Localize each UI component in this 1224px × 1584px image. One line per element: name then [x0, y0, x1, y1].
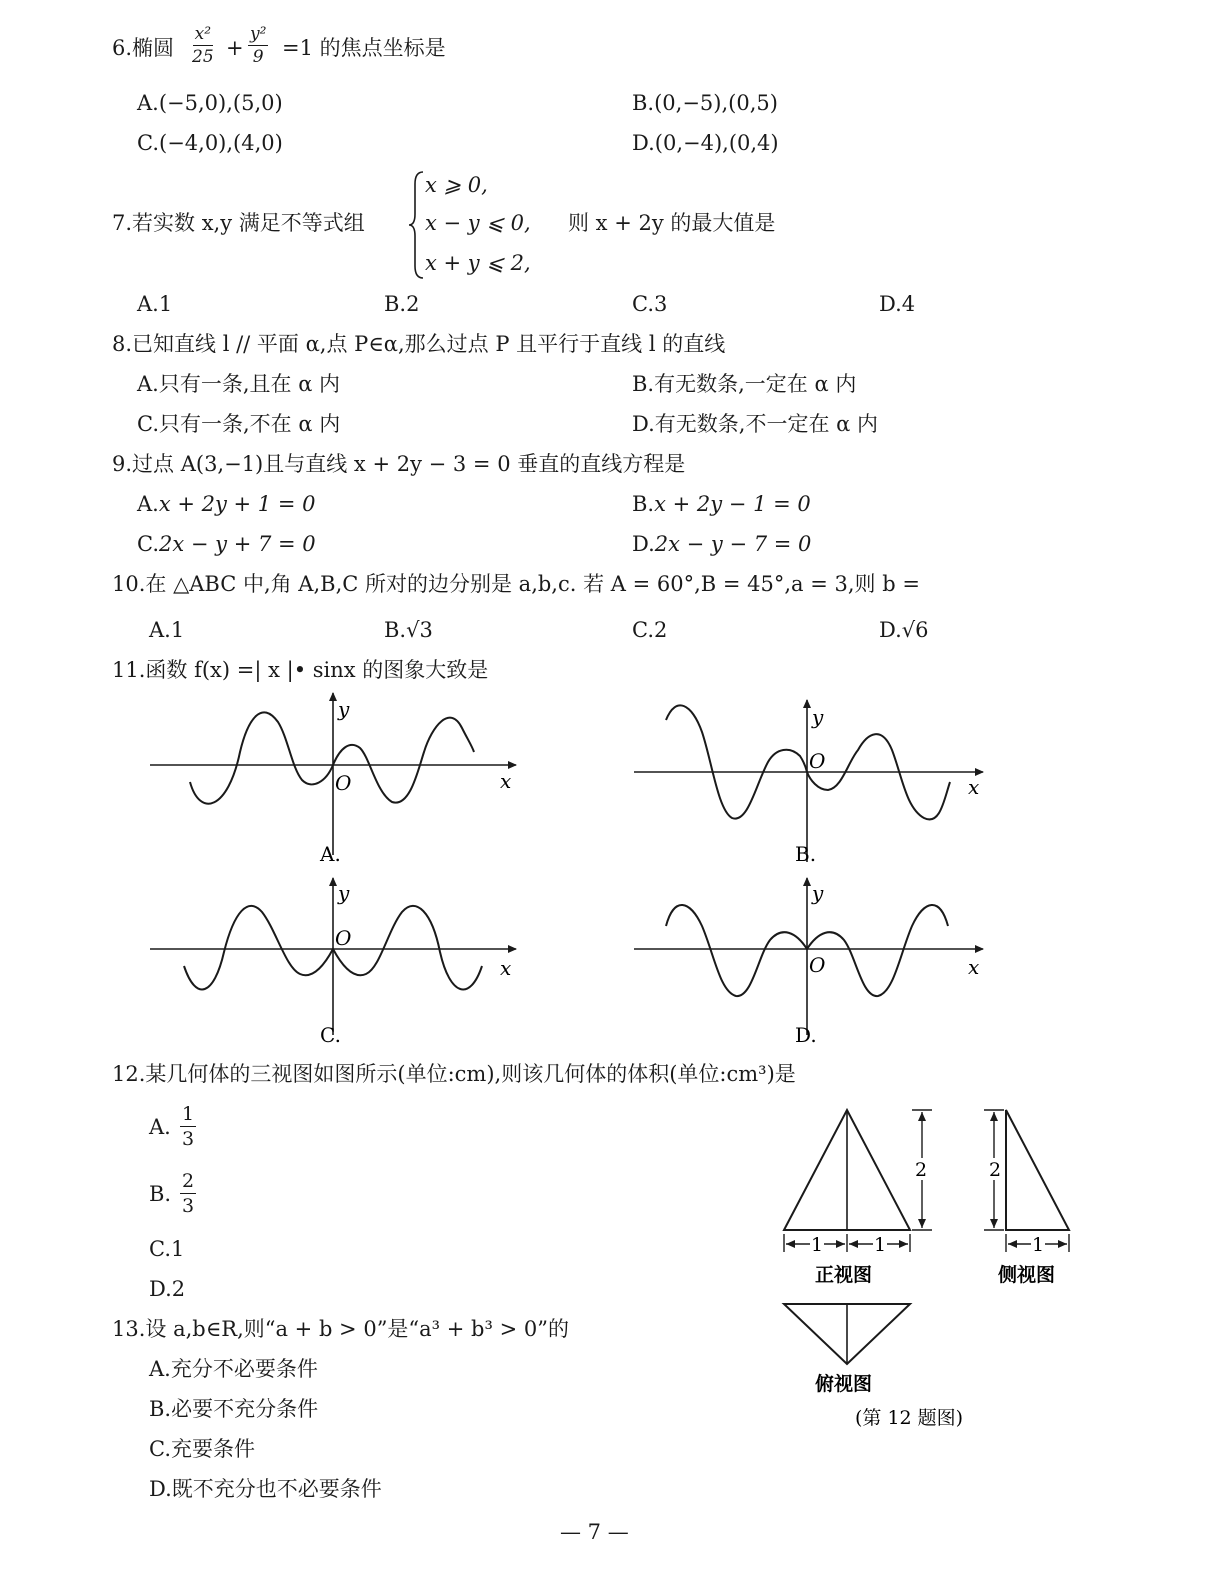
q7-system-line-1: x ⩾ 0, [425, 173, 488, 197]
top-view [784, 1304, 910, 1395]
q8-stem: 8.已知直线 l // 平面 α,点 P∈α,那么过点 P 且平行于直线 l 的直线 [112, 332, 726, 356]
figure-caption: (第 12 题图) [855, 1407, 964, 1429]
q11-stem: 11.函数 f(x) =| x |• sinx 的图象大致是 [112, 658, 489, 682]
q12-option-b-fraction[interactable]: $\frac{2}{3}$ [182, 1170, 195, 1217]
front-view-label: 正视图 [815, 1264, 873, 1286]
q7-option-d[interactable]: D.4 [879, 292, 916, 316]
q7-option-b[interactable]: B.2 [384, 292, 420, 316]
q13-stem: 13.设 a,b∈R,则“a + b > 0”是“a³ + b³ > 0”的 [112, 1317, 569, 1341]
graph-b-x-label: x [968, 775, 980, 799]
top-view-label: 俯视图 [815, 1373, 873, 1395]
page-number: — 7 — [560, 1520, 629, 1544]
q9-option-b[interactable]: B.x + 2y − 1 = 0 [632, 492, 811, 516]
graph-a-label: A. [320, 842, 341, 866]
front-view-width-dim-left: 1 [811, 1234, 824, 1256]
graph-d-label: D. [795, 1023, 817, 1047]
q12-three-view-figure [760, 1098, 1090, 1438]
graph-c-origin: O [335, 926, 352, 950]
graph-b-origin: O [809, 749, 826, 773]
q12-option-c[interactable]: C.1 [149, 1237, 185, 1261]
q13-option-c[interactable]: C.充要条件 [149, 1437, 255, 1461]
side-view-label: 侧视图 [998, 1264, 1056, 1286]
q12-option-a-label[interactable]: A. [149, 1115, 171, 1139]
q10-stem: 10.在 △ABC 中,角 A,B,C 所对的边分别是 a,b,c. 若 A = 60°,B = 45°,a = 3,则 b = [112, 572, 920, 596]
q6-stem-suffix: =1 的焦点坐标是 [282, 36, 446, 60]
q6-option-b[interactable]: B.(0,−5),(0,5) [632, 91, 778, 115]
q7-option-a[interactable]: A.1 [137, 292, 173, 316]
q7-stem-prefix: 7.若实数 x,y 满足不等式组 [112, 211, 365, 235]
q7-option-c[interactable]: C.3 [632, 292, 668, 316]
q11-graphs [0, 690, 1224, 1050]
graph-c-label: C. [320, 1023, 341, 1047]
q8-option-a[interactable]: A.只有一条,且在 α 内 [137, 372, 341, 396]
side-view [984, 1110, 1069, 1286]
graph-c-x-label: x [500, 956, 512, 980]
graph-b-y-label: y [812, 705, 824, 729]
graph-a-x-label: x [500, 769, 512, 793]
graph-c[interactable] [150, 878, 516, 1047]
graph-b[interactable] [634, 700, 983, 866]
graph-a-y-label: y [338, 697, 350, 721]
q9-option-d[interactable]: D.2x − y − 7 = 0 [632, 532, 812, 556]
q13-option-d[interactable]: D.既不充分也不必要条件 [149, 1477, 382, 1501]
q12-option-a-fraction[interactable]: $\frac{1}{3}$ [182, 1103, 195, 1150]
q10-option-c[interactable]: C.2 [632, 618, 668, 642]
q6-plus: + [226, 36, 244, 60]
q9-stem: 9.过点 A(3,−1)且与直线 x + 2y − 3 = 0 垂直的直线方程是 [112, 452, 686, 476]
q7-stem-suffix: 则 x + 2y 的最大值是 [568, 211, 776, 235]
graph-b-curve [666, 705, 950, 819]
front-view-width-dim-right: 1 [874, 1234, 887, 1256]
q10-option-a[interactable]: A.1 [149, 618, 185, 642]
q6-fraction-2: $\frac{\text{y²}}{9}$ [250, 24, 267, 67]
graph-b-label: B. [795, 842, 817, 866]
q8-option-b[interactable]: B.有无数条,一定在 α 内 [632, 372, 857, 396]
q8-option-d[interactable]: D.有无数条,不一定在 α 内 [632, 412, 878, 436]
graph-d-origin: O [809, 953, 826, 977]
q6-option-c[interactable]: C.(−4,0),(4,0) [137, 131, 283, 155]
side-view-height-dim: 2 [989, 1159, 1002, 1181]
q12-option-b-label[interactable]: B. [149, 1182, 172, 1206]
q7-system-brace [407, 170, 427, 280]
graph-d-x-label: x [968, 955, 980, 979]
side-view-width-dim: 1 [1032, 1234, 1045, 1256]
graph-a-curve [190, 712, 474, 803]
q6-fraction-1: $\frac{\text{x²}}{25}$ [192, 24, 214, 67]
q10-option-b[interactable]: B.√3 [384, 618, 433, 642]
graph-d[interactable] [634, 878, 983, 1047]
graph-a-origin: O [335, 771, 352, 795]
front-view [784, 1110, 932, 1286]
q6-option-a[interactable]: A.(−5,0),(5,0) [137, 91, 283, 115]
q6-option-d[interactable]: D.(0,−4),(0,4) [632, 131, 779, 155]
graph-d-y-label: y [812, 881, 824, 905]
q9-option-a[interactable]: A.x + 2y + 1 = 0 [137, 492, 316, 516]
q7-system-line-2: x − y ⩽ 0, [425, 211, 531, 235]
q12-option-d[interactable]: D.2 [149, 1277, 186, 1301]
q8-option-c[interactable]: C.只有一条,不在 α 内 [137, 412, 341, 436]
graph-c-y-label: y [338, 881, 350, 905]
front-view-height-dim: 2 [915, 1159, 928, 1181]
q6-stem-prefix: 6.椭圆 [112, 36, 175, 60]
q7-system-line-3: x + y ⩽ 2, [425, 251, 531, 275]
q9-option-c[interactable]: C.2x − y + 7 = 0 [137, 532, 316, 556]
q12-stem: 12.某几何体的三视图如图所示(单位:cm),则该几何体的体积(单位:cm³)是 [112, 1062, 796, 1086]
q10-option-d[interactable]: D.√6 [879, 618, 929, 642]
q13-option-a[interactable]: A.充分不必要条件 [149, 1357, 318, 1381]
q13-option-b[interactable]: B.必要不充分条件 [149, 1397, 319, 1421]
graph-a[interactable] [150, 693, 516, 866]
